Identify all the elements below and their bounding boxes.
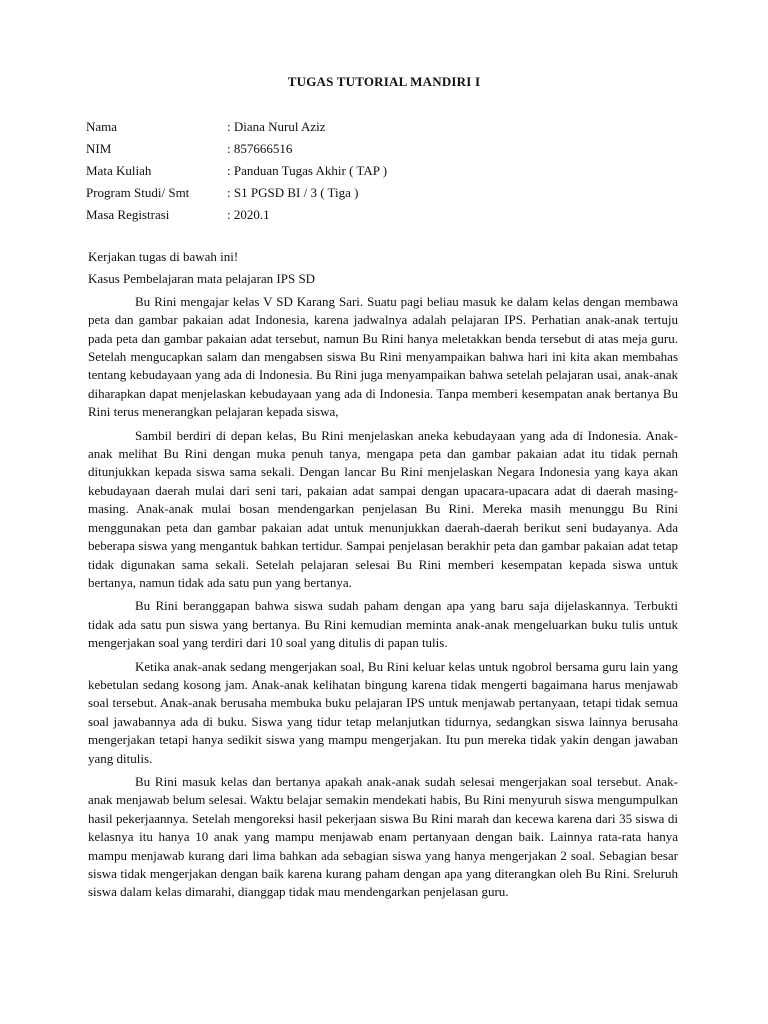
info-value: : 2020.1 (227, 207, 270, 222)
info-value: : 857666516 (227, 141, 293, 156)
info-row-mata-kuliah (86, 160, 387, 182)
paragraph: Sambil berdiri di depan kelas, Bu Rini menjelaskan aneka kebudayaan yang ada di Indonesia. Anak-anak melihat Bu Rini dengan muka penuh tanya, mengapa peta dan gambar pakaian adat itu tidak pernah ditunjukkan kepada siswa sama sekali. Dengan lancar Bu Rini menjelaskan Negara Indonesia yang kaya akan kebudayaan daerah mulai dari seni tari, pakaian adat sampai dengan upacara-upacara adat di daerah masing-masing. Anak-anak mulai bosan mendengarkan penjelasan Bu Rini. Mereka masih menunggu Bu Rini menggunakan peta dan gambar pakaian adat untuk menunjukkan daerah-daerah berikut seni budayanya. Ada beberapa siswa yang mengantuk bahkan tertidur. Sampai penjelasan berakhir peta dan gambar pakaian adat tetap tidak digunakan sama sekali. Setelah pelajaran selesai Bu Rini memberi kesempatan kepada siswa untuk bertanya, namun tidak ada satu pun yang bertanya. (88, 427, 678, 590)
info-value: : S1 PGSD BI / 3 ( Tiga ) (227, 185, 359, 200)
paragraph: Bu Rini beranggapan bahwa siswa sudah paham dengan apa yang baru saja dijelaskannya. Terbukti tidak ada satu pun siswa yang bertanya. Bu Rini kemudian meminta anak-anak mengeluarkan buku tulis untuk mengerjakan soal yang terdiri dari 10 soal yang ditulis di papan tulis. (88, 598, 678, 651)
info-label: Mata Kuliah (86, 163, 152, 178)
info-label: Program Studi/ Smt (86, 185, 190, 200)
info-value: : Diana Nurul Aziz (227, 119, 326, 134)
paragraph: Bu Rini mengajar kelas V SD Karang Sari. Suatu pagi beliau masuk ke dalam kelas dengan membawa peta dan gambar pakaian adat Indonesia, karena jadwalnya adalah pelajaran IPS. Perhatian anak-anak tertuju pada peta dan gambar pakaian adat tersebut, namun Bu Rini hanya meletakkan benda tersebut di atas meja guru. Setelah mengucapkan salam dan mengabsen siswa Bu Rini menyampaikan bahwa hari ini kita akan membahas tentang kebudayaan yang ada di Indonesia. Bu Rini juga menyampaikan bahwa setelah pelajaran usai, anak-anak diharapkan dapat menjelaskan kebudayaan yang ada di Indonesia. Tanpa memberi kesempatan anak bertanya Bu Rini terus menerangkan pelajaran kepada siswa, (88, 293, 678, 420)
info-row-masa-registrasi (86, 204, 387, 226)
paragraph: Ketika anak-anak sedang mengerjakan soal, Bu Rini keluar kelas untuk ngobrol bersama guru lain yang kebetulan sedang kosong jam. Anak-anak kelihatan bingung karena tidak mengerti bagaimana harus menjawab soal tersebut. Anak-anak berusaha membuka buku pelajaran IPS untuk menjawab pertanyaan, tetapi tidak semua soal jawabannya ada di buku. Siswa yang tidur tetap melanjutkan tidurnya, sedangkan siswa lainnya berusaha mengerjakan tetapi hanya sedikit siswa yang mampu mengerjakan. Itu pun mereka tidak yakin dengan jawaban yang ditulis. (88, 658, 678, 766)
info-row-nim (86, 138, 387, 160)
info-row-nama (86, 116, 387, 138)
info-value: : Panduan Tugas Akhir ( TAP ) (227, 163, 388, 178)
document-body (88, 248, 678, 902)
info-label: Masa Registrasi (86, 207, 170, 222)
info-label: NIM (86, 141, 112, 156)
document-title: TUGAS TUTORIAL MANDIRI I (287, 74, 481, 89)
info-label: Nama (86, 119, 118, 134)
info-row-program-studi (86, 182, 387, 204)
paragraph: Bu Rini masuk kelas dan bertanya apakah anak-anak sudah selesai mengerjakan soal tersebut. Anak-anak menjawab belum selesai. Waktu belajar semakin mendekati habis, Bu Rini menyuruh siswa mengumpulkan hasil pekerjaannya. Setelah mengoreksi hasil pekerjaan siswa Bu Rini marah dan kecewa karena dari 35 siswa di kelasnya itu hanya 10 anak yang mampu menjawab enam pertanyaan dengan baik. Lainnya rata-rata hanya mampu menjawab kurang dari lima bahkan ada sebagian siswa yang hanya mengerjakan 2 soal. Sebagian besar siswa tidak mengerjakan dengan baik karena kurang paham dengan apa yang diterangkan oleh Bu Rini. Sreluruh siswa dalam kelas dimarahi, dianggap tidak mau mendengarkan penjelasan guru. (88, 773, 678, 900)
student-info-block (86, 116, 387, 226)
instruction-line: Kerjakan tugas di bawah ini! (88, 249, 239, 264)
case-heading: Kasus Pembelajaran mata pelajaran IPS SD (88, 271, 316, 287)
